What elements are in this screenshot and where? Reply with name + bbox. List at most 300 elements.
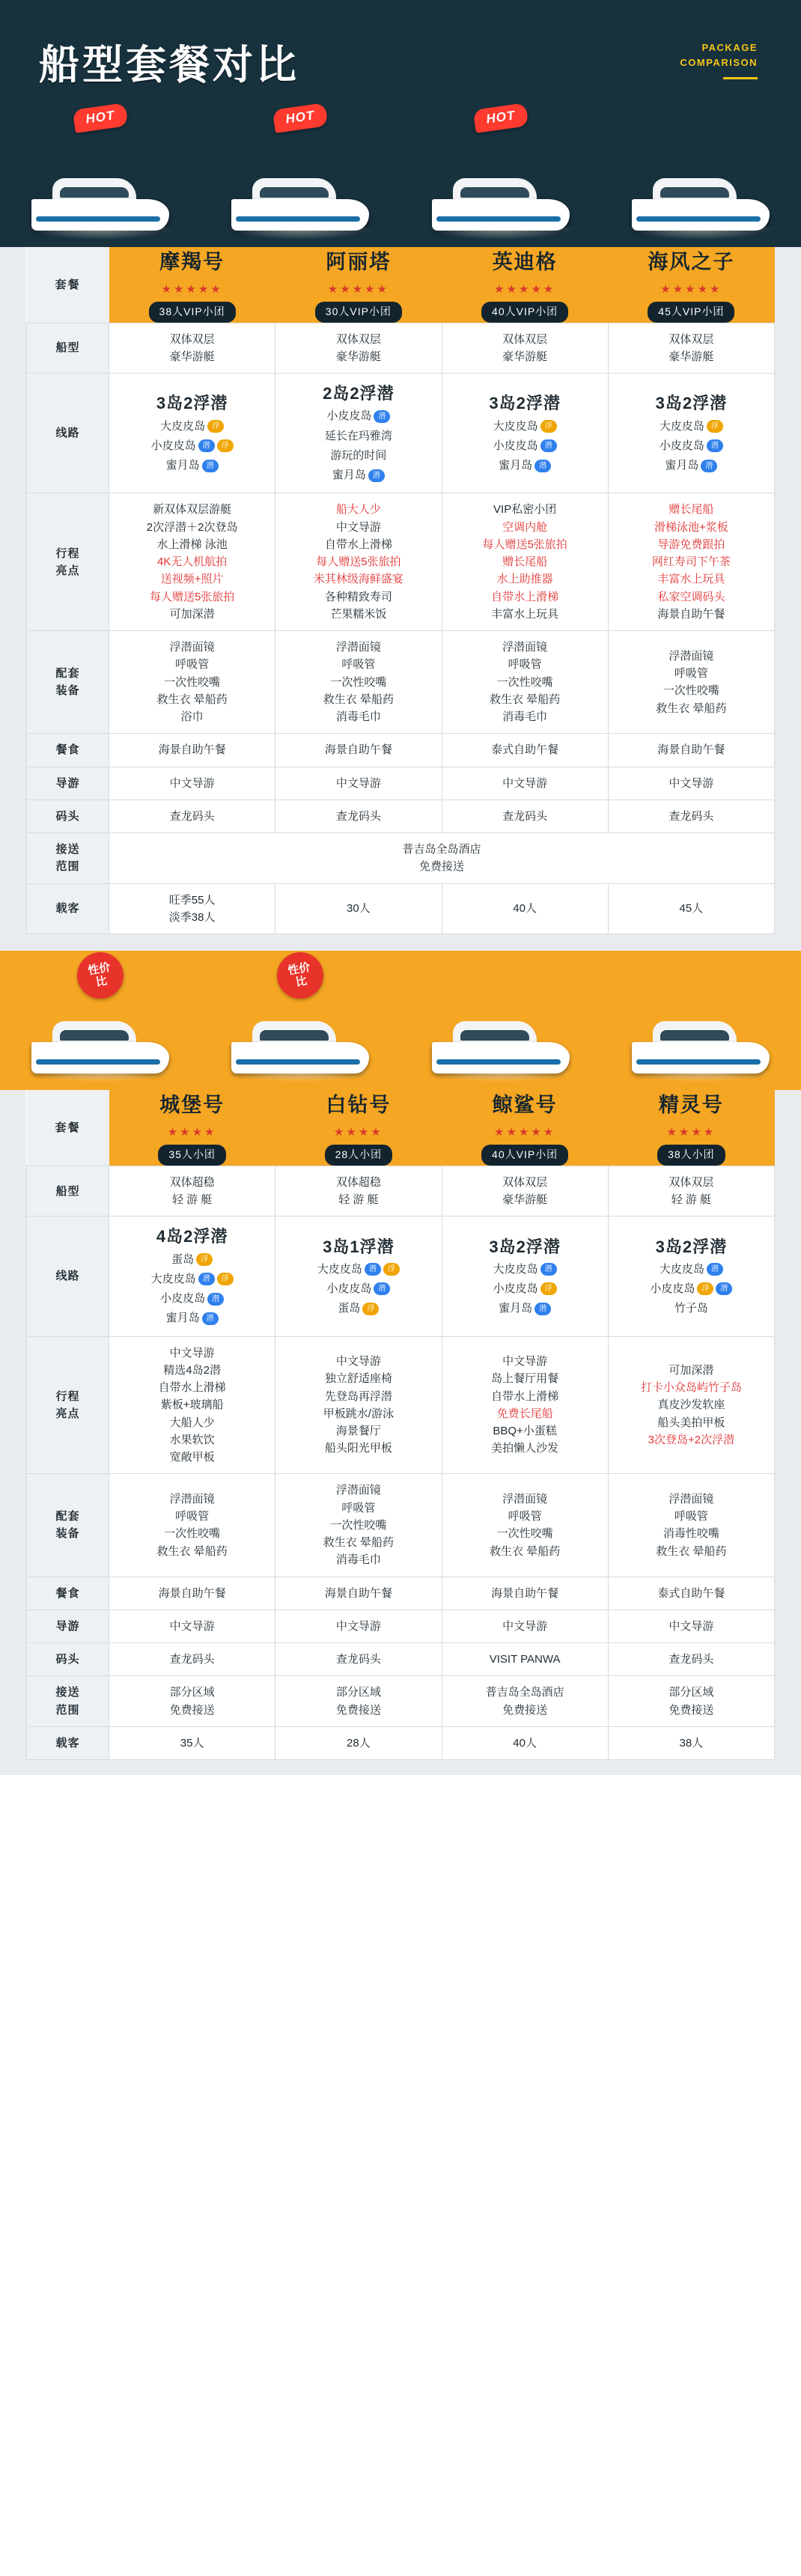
highlight-item: 每人赠送5张旅拍 (149, 590, 235, 603)
list-item: 浮潜面镜 (668, 649, 714, 663)
table-row (27, 800, 775, 832)
route-item (280, 1260, 436, 1279)
package-header-cell[interactable] (442, 1090, 608, 1166)
highlight-item: 丰富水上玩具 (491, 607, 559, 621)
route-cell (275, 1217, 442, 1336)
route-item (447, 1279, 603, 1299)
list-item: 救生衣 晕船药 (490, 692, 561, 706)
capacity-line: 旺季55人 (168, 893, 216, 907)
list-item: 一次性咬嘴 (496, 1527, 553, 1541)
pickup-line: 普吉岛全岛酒店 (402, 843, 481, 856)
highlight-item: 赠长尾船 (668, 503, 714, 517)
boat-illustration (25, 151, 175, 241)
list-item: 呼吸管 (508, 1510, 542, 1523)
table-row (27, 1610, 775, 1642)
pickup-line: 部分区域 (169, 1686, 215, 1699)
hero-boat-cell-2 (201, 108, 401, 247)
highlight-item: 2次浮潜＋2次登岛 (146, 520, 238, 534)
route-cell (608, 1217, 774, 1336)
highlight-item: 私家空调码头 (657, 590, 725, 603)
list-item: 消毒毛巾 (502, 710, 548, 724)
boat-illustration (225, 151, 375, 241)
route-tag: 潜 (198, 439, 215, 452)
route-tag: 浮 (383, 1263, 400, 1276)
route-item-label: 大皮皮岛 (160, 419, 206, 433)
list-item: 浮潜面镜 (335, 641, 381, 654)
package-header-cell[interactable] (608, 1090, 774, 1166)
hero-boat-cell-1 (0, 108, 201, 247)
boat-type-cell (109, 1166, 275, 1217)
route-tag: 浮 (540, 1282, 557, 1295)
hero-boat-cell-8 (601, 951, 801, 1090)
boat-type-line: 豪华游艇 (502, 350, 548, 364)
highlight-item: 中文导游 (335, 1355, 381, 1368)
row-label-pickup (27, 1676, 109, 1727)
highlight-item: BBQ+小蛋糕 (493, 1425, 557, 1438)
route-title: 4岛2浮潜 (156, 1227, 228, 1246)
route-items (280, 1260, 436, 1319)
highlight-item: 可加深潜 (169, 607, 215, 621)
route-title: 3岛2浮潜 (655, 1237, 728, 1256)
hot-badge: HOT (272, 103, 329, 133)
route-item-label: 大皮皮岛 (150, 1272, 196, 1285)
table-row (27, 1166, 775, 1217)
package-name: 阿丽塔 (326, 251, 392, 273)
list-item: 消毒性咬嘴 (663, 1527, 719, 1541)
comparison-table-1 (26, 247, 775, 934)
meal-cell: 海景自助午餐 (109, 734, 275, 767)
capacity-cell (109, 883, 275, 934)
route-item-label: 蜜月岛 (165, 1312, 200, 1325)
capacity-cell: 40人 (442, 1726, 608, 1759)
highlight-item: 空调内舱 (502, 520, 548, 534)
highlight-item: 3次登岛+2次浮潜 (648, 1433, 735, 1446)
equipment-cell (442, 1474, 608, 1577)
list-item: 呼吸管 (674, 667, 708, 680)
route-item-label: 竹子岛 (674, 1302, 708, 1315)
pier-cell: 查龙码头 (608, 1643, 774, 1676)
route-tag: 潜 (202, 460, 219, 472)
group-size-badge: 28人小团 (325, 1145, 393, 1166)
boat-type-line: 双体超稳 (169, 1175, 215, 1189)
highlight-item: 各种精致寿司 (324, 590, 392, 603)
route-item-label: 小皮皮岛 (326, 1282, 372, 1295)
table-row (27, 767, 775, 800)
route-cell (109, 374, 275, 493)
table-row (27, 734, 775, 767)
route-item (613, 456, 770, 475)
route-tag: 浮 (540, 420, 557, 433)
table-row (27, 1726, 775, 1759)
list-item: 救生衣 晕船药 (323, 1536, 394, 1549)
guide-cell: 中文导游 (442, 767, 608, 800)
highlight-item: 打卡小众岛屿竹子岛 (640, 1381, 742, 1394)
pickup-line: 免费接送 (169, 1703, 215, 1717)
route-item-label: 小皮皮岛 (650, 1282, 695, 1295)
highlight-item: 船头美拍甲板 (657, 1416, 725, 1429)
row-label-boat-type: 船型 (27, 1166, 109, 1217)
route-item-label: 蛋岛 (338, 1302, 361, 1315)
route-tag: 潜 (707, 1263, 723, 1276)
highlight-item: 美拍懒人沙发 (491, 1442, 559, 1455)
route-tag: 浮 (196, 1253, 213, 1266)
boat-type-cell (442, 1166, 608, 1217)
boat-type-line: 双体双层 (335, 332, 381, 346)
meal-cell: 海景自助午餐 (109, 1577, 275, 1610)
hero-boat-cell-7 (400, 951, 601, 1090)
package-header-cell[interactable] (275, 247, 442, 323)
row-label-equipment (27, 631, 109, 734)
pickup-cell (109, 1676, 275, 1727)
list-item: 浮潜面镜 (668, 1492, 714, 1505)
route-item (280, 427, 436, 446)
route-item (613, 1279, 770, 1299)
meal-cell: 海景自助午餐 (442, 1577, 608, 1610)
boat-type-line: 双体超稳 (335, 1175, 381, 1189)
highlight-item: 水上助推器 (496, 573, 553, 586)
boat-type-cell (275, 1166, 442, 1217)
highlight-item: 海景餐厅 (335, 1425, 381, 1438)
boat-type-line: 轻 游 艇 (171, 1193, 213, 1207)
highlight-item: 新双体双层游艇 (153, 503, 232, 517)
highlight-item: 每人赠送5张旅拍 (482, 538, 567, 551)
highlight-item: 先登岛再浮潜 (324, 1389, 392, 1403)
pier-cell: 查龙码头 (608, 800, 774, 832)
route-tag: 潜 (202, 1312, 219, 1325)
route-item (280, 1279, 436, 1299)
route-title: 2岛2浮潜 (323, 384, 395, 404)
highlight-item: 可加深潜 (668, 1363, 714, 1377)
route-item (280, 446, 436, 466)
row-label-line: 装备 (55, 1527, 80, 1541)
highlight-item: 送视频+照片 (160, 573, 224, 586)
highlight-item: 4K无人机航拍 (156, 555, 228, 569)
route-tag: 潜 (534, 1303, 551, 1315)
list-item: 救生衣 晕船药 (156, 692, 228, 706)
boat-type-line: 双体双层 (668, 1175, 714, 1189)
boat-type-line: 豪华游艇 (668, 350, 714, 364)
route-item (280, 1299, 436, 1318)
group-size-badge: 35人小团 (158, 1145, 226, 1166)
highlight-item: 自带水上滑梯 (491, 1389, 559, 1403)
boat-illustration (25, 994, 175, 1084)
row-label-package: 套餐 (27, 1090, 109, 1166)
table-row (27, 1643, 775, 1676)
boat-type-line: 双体双层 (169, 332, 215, 346)
group-size-badge: 38人小团 (657, 1145, 725, 1166)
highlights-cell (608, 493, 774, 631)
package-header-cell[interactable] (442, 247, 608, 323)
boat-type-line: 双体双层 (502, 332, 548, 346)
row-label-boat-type: 船型 (27, 323, 109, 374)
row-label-capacity: 载客 (27, 883, 109, 934)
highlight-item: 大船人少 (169, 1416, 215, 1429)
route-item-label: 蜜月岛 (332, 469, 366, 482)
pier-cell: 查龙码头 (442, 800, 608, 832)
equipment-cell (442, 631, 608, 734)
route-item-label: 小皮皮岛 (326, 409, 372, 423)
list-item: 浮潜面镜 (169, 641, 215, 654)
route-item (114, 1289, 270, 1309)
route-tag: 潜 (198, 1273, 215, 1285)
boat-type-cell (608, 1166, 774, 1217)
pickup-cell (608, 1676, 774, 1727)
row-label-equipment (27, 1474, 109, 1577)
route-item (280, 407, 436, 426)
table-row (27, 323, 775, 374)
meal-cell: 海景自助午餐 (275, 734, 442, 767)
route-cell (442, 1217, 608, 1336)
meal-cell: 泰式自助午餐 (442, 734, 608, 767)
guide-cell: 中文导游 (608, 767, 774, 800)
list-item: 一次性咬嘴 (496, 675, 553, 689)
row-label-pier: 码头 (27, 800, 109, 832)
row-label-meal: 餐食 (27, 734, 109, 767)
row-label-route: 线路 (27, 1217, 109, 1336)
highlight-item: 自带水上滑梯 (158, 1381, 226, 1394)
capacity-cell: 40人 (442, 883, 608, 934)
highlights-cell (275, 1336, 442, 1474)
hero-boat-cell-4 (601, 108, 801, 247)
boat-illustration (626, 994, 776, 1084)
hero-boat-cell-5 (0, 951, 201, 1090)
table-row (27, 1090, 775, 1166)
pier-cell: 查龙码头 (109, 1643, 275, 1676)
hero-banner-2 (0, 951, 801, 1090)
route-tag: 潜 (716, 1282, 732, 1295)
star-rating: ★★★★★ (161, 282, 223, 296)
hero-boat-row-2 (0, 951, 801, 1090)
highlight-item: 自带水上滑梯 (491, 590, 559, 603)
highlight-item: 紫板+玻璃船 (160, 1398, 224, 1412)
page-title: 船型套餐对比 (39, 43, 299, 88)
group-size-badge: 38人VIP小团 (149, 302, 236, 323)
route-tag: 浮 (707, 420, 723, 433)
row-label-line: 行程 (55, 546, 80, 560)
group-size-badge: 30人VIP小团 (315, 302, 402, 323)
route-item (447, 456, 603, 475)
capacity-cell: 28人 (275, 1726, 442, 1759)
route-tag: 潜 (701, 460, 717, 472)
group-size-badge: 40人VIP小团 (481, 302, 568, 323)
highlight-item: 中文导游 (169, 1346, 215, 1359)
highlight-item: 滑梯泳池+浆板 (654, 520, 728, 534)
pickup-line: 免费接送 (418, 860, 464, 874)
boat-illustration (426, 994, 576, 1084)
table-row (27, 883, 775, 934)
route-tag: 浮 (217, 439, 234, 452)
package-name: 摩羯号 (159, 251, 225, 273)
route-cell (442, 374, 608, 493)
boat-type-cell (109, 323, 275, 374)
subtitle-line-1: PACKAGE (701, 42, 758, 53)
list-item: 救生衣 晕船药 (656, 1544, 727, 1558)
highlight-item: 免费长尾船 (496, 1407, 553, 1420)
route-item-label: 小皮皮岛 (493, 1282, 538, 1295)
route-tag: 潜 (707, 439, 723, 452)
row-label-line: 装备 (55, 684, 80, 698)
star-rating: ★★★★★ (494, 282, 556, 296)
star-rating: ★★★★★ (327, 282, 389, 296)
pickup-line: 普吉岛全岛酒店 (485, 1686, 564, 1699)
list-item: 呼吸管 (341, 1501, 376, 1514)
package-header-cell[interactable] (109, 1090, 275, 1166)
route-item (613, 417, 770, 436)
package-name: 海风之子 (648, 251, 735, 273)
route-cell (109, 1217, 275, 1336)
route-cell (275, 374, 442, 493)
list-item: 呼吸管 (341, 658, 376, 672)
route-item-label: 大皮皮岛 (493, 419, 538, 433)
list-item: 一次性咬嘴 (330, 1518, 387, 1532)
list-item: 浮潜面镜 (502, 1492, 548, 1505)
hero-boat-cell-3 (400, 108, 601, 247)
highlight-item: 每人赠送5张旅拍 (316, 555, 401, 569)
package-name: 鲸鲨号 (492, 1094, 558, 1117)
highlight-item: 芒果糯米饭 (330, 607, 387, 621)
route-items (613, 1260, 770, 1319)
route-tag: 潜 (207, 1293, 224, 1306)
meal-cell: 泰式自助午餐 (608, 1577, 774, 1610)
route-item (447, 436, 603, 456)
capacity-cell: 35人 (109, 1726, 275, 1759)
route-item (114, 436, 270, 456)
pickup-line: 免费接送 (502, 1703, 548, 1717)
route-item (613, 1299, 770, 1318)
boat-illustration (426, 151, 576, 241)
group-size-badge: 45人VIP小团 (648, 302, 734, 323)
list-item: 救生衣 晕船药 (656, 701, 727, 715)
star-rating: ★★★★ (167, 1125, 217, 1139)
pier-cell: VISIT PANWA (442, 1643, 608, 1676)
highlight-item: 真皮沙发软座 (657, 1398, 725, 1412)
package-header-cell[interactable] (109, 247, 275, 323)
list-item: 救生衣 晕船药 (323, 692, 394, 706)
package-header-cell[interactable] (608, 247, 774, 323)
highlight-item: 精选4岛2潜 (163, 1363, 221, 1377)
route-item (114, 1270, 270, 1289)
pier-cell: 查龙码头 (109, 800, 275, 832)
route-item-label: 小皮皮岛 (150, 439, 196, 452)
capacity-cell: 30人 (275, 883, 442, 934)
highlight-item: 独立舒适座椅 (324, 1372, 392, 1386)
highlights-cell (275, 493, 442, 631)
route-tag: 浮 (217, 1273, 234, 1285)
list-item: 浮潜面镜 (335, 1484, 381, 1497)
row-label-line: 范围 (55, 1703, 80, 1717)
route-item (447, 1299, 603, 1318)
route-title: 3岛2浮潜 (489, 1237, 561, 1256)
pier-cell: 查龙码头 (275, 1643, 442, 1676)
group-size-badge: 40人VIP小团 (481, 1145, 568, 1166)
highlight-item: 船头阳光甲板 (324, 1442, 392, 1455)
table-row (27, 1474, 775, 1577)
boat-illustration (626, 151, 776, 241)
guide-cell: 中文导游 (109, 1610, 275, 1642)
package-header-cell[interactable] (275, 1090, 442, 1166)
list-item: 救生衣 晕船药 (490, 1544, 561, 1558)
table-row (27, 1676, 775, 1727)
route-item (613, 1260, 770, 1279)
list-item: 浮潜面镜 (502, 641, 548, 654)
route-tag: 潜 (540, 1263, 557, 1276)
route-tag: 潜 (368, 469, 385, 482)
row-label-guide: 导游 (27, 1610, 109, 1642)
equipment-cell (109, 631, 275, 734)
list-item: 浴巾 (180, 710, 204, 724)
row-label-route: 线路 (27, 374, 109, 493)
row-label-line: 接送 (55, 1686, 80, 1699)
star-rating: ★★★★ (666, 1125, 716, 1139)
pickup-cell (442, 1676, 608, 1727)
meal-cell: 海景自助午餐 (608, 734, 774, 767)
highlights-cell (442, 493, 608, 631)
highlights-cell (442, 1336, 608, 1474)
row-label-meal: 餐食 (27, 1577, 109, 1610)
highlight-item: 岛上餐厅用餐 (491, 1372, 559, 1386)
route-tag: 潜 (374, 1282, 390, 1295)
guide-cell: 中文导游 (275, 1610, 442, 1642)
boat-type-cell (275, 323, 442, 374)
pickup-line: 部分区域 (335, 1686, 381, 1699)
row-label-line: 行程 (55, 1389, 80, 1403)
row-label-highlights (27, 1336, 109, 1474)
boat-type-line: 双体双层 (668, 332, 714, 346)
highlight-item: 网红寿司下午茶 (651, 555, 731, 569)
capacity-cell: 38人 (608, 1726, 774, 1759)
route-tag: 潜 (534, 460, 551, 472)
table-row (27, 833, 775, 884)
list-item: 救生衣 晕船药 (156, 1544, 228, 1558)
pickup-cell (275, 1676, 442, 1727)
row-label-line: 接送 (55, 843, 80, 856)
highlight-item: 导游免费跟拍 (657, 538, 725, 551)
highlight-item: 赠长尾船 (502, 555, 548, 569)
row-label-highlights (27, 493, 109, 631)
row-label-line: 范围 (55, 860, 80, 874)
capacity-line: 淡季38人 (168, 910, 216, 924)
value-badge: 性价比 (273, 951, 327, 1002)
comparison-table-2 (26, 1090, 775, 1760)
list-item: 呼吸管 (674, 1510, 708, 1523)
route-title: 3岛2浮潜 (156, 394, 228, 413)
route-title: 3岛1浮潜 (323, 1237, 395, 1256)
table-row (27, 1217, 775, 1336)
hero-banner (0, 0, 801, 247)
route-item-label: 大皮皮岛 (659, 419, 704, 433)
route-items (447, 417, 603, 476)
highlight-item: 水上滑梯 泳池 (156, 538, 228, 551)
highlight-item: 米其林级海鲜盛宴 (313, 573, 403, 586)
route-item (114, 456, 270, 475)
route-tag: 潜 (374, 410, 390, 423)
hero-boat-cell-6 (201, 951, 401, 1090)
row-label-line: 配套 (55, 1510, 80, 1523)
list-item: 呼吸管 (175, 1510, 210, 1523)
package-name: 城堡号 (159, 1094, 225, 1117)
table-row (27, 1577, 775, 1610)
row-label-pier: 码头 (27, 1643, 109, 1676)
route-item-label: 蜜月岛 (165, 459, 200, 472)
route-item-label: 蛋岛 (171, 1252, 195, 1266)
route-item-label: 蜜月岛 (499, 1302, 533, 1315)
equipment-cell (109, 1474, 275, 1577)
star-rating: ★★★★★ (494, 1125, 556, 1139)
row-label-line: 亮点 (55, 564, 80, 577)
table-row (27, 374, 775, 493)
boat-type-line: 豪华游艇 (502, 1193, 548, 1207)
subtitle-line-2: COMPARISON (680, 56, 758, 68)
